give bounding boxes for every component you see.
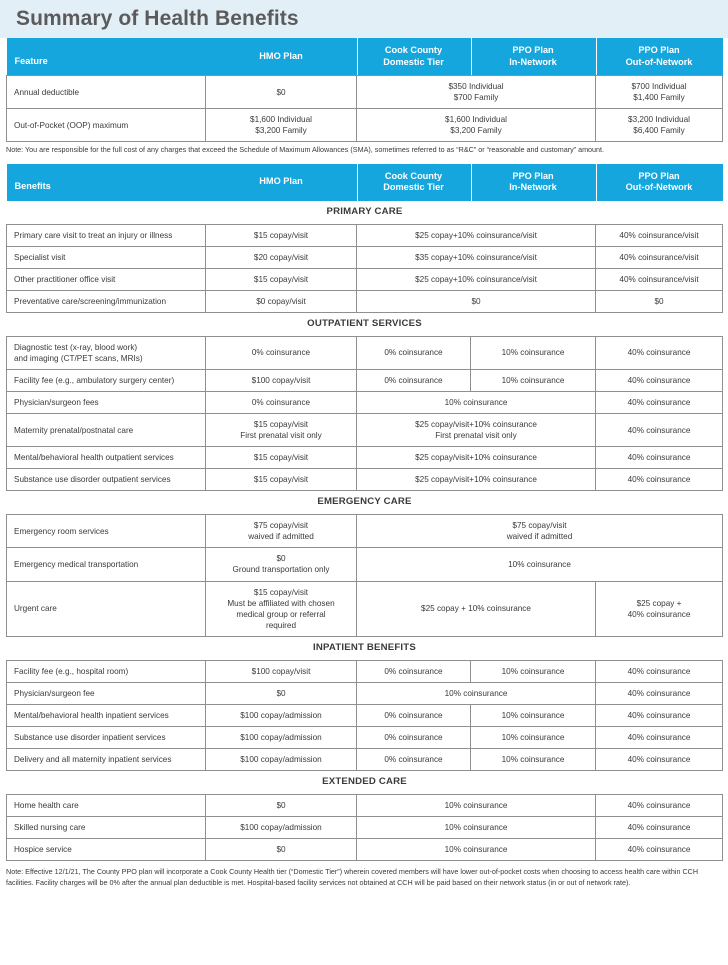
cell-cook-county-domestic-tier: 0% coinsurance xyxy=(357,369,471,391)
header-cook-county-domestic-tier xyxy=(357,164,471,201)
cell-cook-county-ppo-in-merged: 10% coinsurance xyxy=(357,839,596,861)
header-ppo-in-line2: In-Network xyxy=(509,182,557,193)
cell-cook-county-ppo-in-merged: $25 copay+10% coinsurance/visit xyxy=(357,268,596,290)
page-title: Summary of Health Benefits xyxy=(16,7,299,30)
cell-hmo-plan: $0 xyxy=(206,794,357,816)
cell-cook-county-ppo-in-merged: $1,600 Individual $3,200 Family xyxy=(357,109,596,142)
cell-cook-county-ppo-in-merged: $0 xyxy=(357,290,596,312)
header-cook-county-line1: Cook County xyxy=(384,45,443,55)
table-row xyxy=(7,748,723,770)
header-ppo-out-of-network xyxy=(596,38,723,76)
section-label-row xyxy=(7,491,723,515)
header-ppo-in-network xyxy=(471,38,596,76)
cell-hmo-plan: $100 copay/admission xyxy=(206,817,357,839)
cell-hmo-plan: $100 copay/admission xyxy=(206,704,357,726)
row-label-cell: Substance use disorder inpatient services xyxy=(7,726,206,748)
table-row xyxy=(7,726,723,748)
header-ppo-in-network xyxy=(471,164,596,201)
cell-cook-county-ppo-in-merged: $25 copay + 10% coinsurance xyxy=(357,581,596,636)
cell-ppo-out-of-network: 40% coinsurance xyxy=(596,704,723,726)
cell-ppo-out-of-network: 40% coinsurance/visit xyxy=(596,268,723,290)
cell-hmo-plan: $0 xyxy=(206,76,357,109)
cell-ppo-out-of-network: $700 Individual $1,400 Family xyxy=(596,76,723,109)
cell-ppo-out-of-network: $25 copay + 40% coinsurance xyxy=(596,581,723,636)
cell-hmo-plan: $15 copay/visit xyxy=(206,224,357,246)
section-label-emergency-care: EMERGENCY CARE xyxy=(317,496,412,508)
section-label-primary-care: PRIMARY CARE xyxy=(326,205,403,217)
header-ppo-out-line1: PPO Plan xyxy=(638,45,680,55)
cell-hmo-plan: 0% coinsurance xyxy=(206,392,357,414)
section-label-row xyxy=(7,771,723,795)
cell-ppo-out-of-network: 40% coinsurance xyxy=(596,447,723,469)
row-label-cell: Home health care xyxy=(7,794,206,816)
table-row xyxy=(7,794,723,816)
cell-ppo-out-of-network: 40% coinsurance xyxy=(596,414,723,447)
row-label-cell: Maternity prenatal/postnatal care xyxy=(7,414,206,447)
row-label-cell: Hospice service xyxy=(7,839,206,861)
cell-ppo-out-of-network: 40% coinsurance xyxy=(596,392,723,414)
row-label-cell: Skilled nursing care xyxy=(7,817,206,839)
feature-table-body xyxy=(7,76,723,142)
cell-ppo-out-of-network: 40% coinsurance xyxy=(596,726,723,748)
cell-cook-county-domestic-tier: 0% coinsurance xyxy=(357,748,471,770)
row-label-cell: Preventative care/screening/immunization xyxy=(7,290,206,312)
header-ppo-in-line1: PPO Plan xyxy=(512,45,554,55)
row-label-cell: Emergency medical transportation xyxy=(7,548,206,581)
cell-all-ppo-merged: $75 copay/visit waived if admitted xyxy=(357,515,723,548)
header-ppo-out-line2: Out-of-Network xyxy=(625,182,693,193)
cell-cook-county-ppo-in-merged: $25 copay+10% coinsurance/visit xyxy=(357,224,596,246)
benefits-table-note: Note: Effective 12/1/21, The County PPO plan will incorporate a Cook County Health tier (“Domestic Tier”) wherein covered members will have lower out-of-pocket costs when choosing to access health care within CCH facilities. Facility charges will be 0% after the annual plan deductible is met. Hospital-based facility services not obtained at CCH will be paid based on their network status (in or out of network rate). xyxy=(6,867,699,887)
table-row xyxy=(7,392,723,414)
table-row xyxy=(7,469,723,491)
cell-cook-county-ppo-in-merged: $25 copay/visit+10% coinsurance xyxy=(357,469,596,491)
cell-ppo-out-of-network: 40% coinsurance xyxy=(596,748,723,770)
cell-all-ppo-merged: 10% coinsurance xyxy=(357,548,723,581)
section-label-inpatient-benefits: INPATIENT BENEFITS xyxy=(313,641,416,653)
table-row xyxy=(7,336,723,369)
row-label-cell: Urgent care xyxy=(7,581,206,636)
benefits-table-header-row xyxy=(7,164,723,201)
table-row xyxy=(7,369,723,391)
cell-hmo-plan: 0% coinsurance xyxy=(206,336,357,369)
table-row xyxy=(7,109,723,142)
cell-ppo-out-of-network: 40% coinsurance xyxy=(596,682,723,704)
feature-table-header-row xyxy=(7,38,723,76)
cell-hmo-plan: $100 copay/visit xyxy=(206,660,357,682)
cell-hmo-plan: $15 copay/visit xyxy=(206,469,357,491)
header-benefits: Benefits xyxy=(7,164,206,201)
cell-cook-county-ppo-in-merged: 10% coinsurance xyxy=(357,817,596,839)
row-label-cell: Facility fee (e.g., ambulatory surgery center) xyxy=(7,369,206,391)
row-label-cell: Primary care visit to treat an injury or illness xyxy=(7,224,206,246)
row-label-cell: Physician/surgeon fee xyxy=(7,682,206,704)
cell-hmo-plan: $75 copay/visit waived if admitted xyxy=(206,515,357,548)
header-cook-county-line2: Domestic Tier xyxy=(383,182,444,193)
cell-hmo-plan: $0 copay/visit xyxy=(206,290,357,312)
benefits-table xyxy=(6,164,723,861)
header-ppo-out-line1: PPO Plan xyxy=(638,170,680,181)
section-label-row xyxy=(7,636,723,660)
cell-ppo-in-network: 10% coinsurance xyxy=(471,336,596,369)
cell-hmo-plan: $15 copay/visit xyxy=(206,447,357,469)
cell-hmo-plan: $0 Ground transportation only xyxy=(206,548,357,581)
table-row xyxy=(7,246,723,268)
row-label-cell: Annual deductible xyxy=(7,76,206,109)
table-row xyxy=(7,548,723,581)
cell-cook-county-ppo-in-merged: 10% coinsurance xyxy=(357,794,596,816)
cell-cook-county-domestic-tier: 0% coinsurance xyxy=(357,336,471,369)
table-gap-spacer xyxy=(0,156,728,164)
feature-table-head xyxy=(7,38,723,76)
cell-ppo-out-of-network: 40% coinsurance xyxy=(596,817,723,839)
table-row xyxy=(7,76,723,109)
header-feature: Feature xyxy=(7,38,206,76)
header-cook-county-line2: Domestic Tier xyxy=(383,56,444,67)
header-cook-county-line1: Cook County xyxy=(384,170,443,181)
cell-ppo-out-of-network: 40% coinsurance xyxy=(596,369,723,391)
feature-table-note: Note: You are responsible for the full cost of any charges that exceed the Schedule of Maximum Allowances (SMA), sometimes referred to as “R&C” or “reasonable and customary” amount. xyxy=(6,145,605,155)
cell-ppo-out-of-network: 40% coinsurance xyxy=(596,794,723,816)
cell-hmo-plan: $100 copay/admission xyxy=(206,726,357,748)
cell-hmo-plan: $0 xyxy=(206,682,357,704)
cell-ppo-out-of-network: 40% coinsurance xyxy=(596,469,723,491)
table-row xyxy=(7,447,723,469)
table-row xyxy=(7,224,723,246)
cell-hmo-plan: $1,600 Individual $3,200 Family xyxy=(206,109,357,142)
cell-cook-county-ppo-in-merged: $350 Individual $700 Family xyxy=(357,76,596,109)
header-hmo-plan: HMO Plan xyxy=(206,164,357,201)
cell-hmo-plan: $15 copay/visit Must be affiliated with chosen medical group or referral required xyxy=(206,581,357,636)
table-row xyxy=(7,414,723,447)
cell-cook-county-domestic-tier: 0% coinsurance xyxy=(357,726,471,748)
cell-hmo-plan: $20 copay/visit xyxy=(206,246,357,268)
cell-ppo-out-of-network: 40% coinsurance xyxy=(596,660,723,682)
row-label-cell: Facility fee (e.g., hospital room) xyxy=(7,660,206,682)
cell-ppo-out-of-network: 40% coinsurance xyxy=(596,336,723,369)
cell-ppo-in-network: 10% coinsurance xyxy=(471,660,596,682)
cell-ppo-out-of-network: 40% coinsurance xyxy=(596,839,723,861)
cell-ppo-in-network: 10% coinsurance xyxy=(471,369,596,391)
table-row xyxy=(7,817,723,839)
table-row xyxy=(7,660,723,682)
row-label-cell: Mental/behavioral health inpatient services xyxy=(7,704,206,726)
cell-ppo-in-network: 10% coinsurance xyxy=(471,748,596,770)
cell-ppo-in-network: 10% coinsurance xyxy=(471,726,596,748)
cell-ppo-out-of-network: $0 xyxy=(596,290,723,312)
cell-hmo-plan: $15 copay/visit xyxy=(206,268,357,290)
feature-table xyxy=(6,38,723,142)
header-ppo-out-of-network xyxy=(596,164,723,201)
table-row xyxy=(7,704,723,726)
cell-ppo-in-network: 10% coinsurance xyxy=(471,704,596,726)
cell-ppo-out-of-network: 40% coinsurance/visit xyxy=(596,224,723,246)
header-ppo-out-line2: Out-of-Network xyxy=(625,56,693,67)
row-label-cell: Substance use disorder outpatient services xyxy=(7,469,206,491)
feature-table-wrap xyxy=(0,38,728,142)
header-ppo-in-line2: In-Network xyxy=(509,56,557,67)
cell-cook-county-domestic-tier: 0% coinsurance xyxy=(357,660,471,682)
cell-cook-county-ppo-in-merged: $25 copay/visit+10% coinsurance First prenatal visit only xyxy=(357,414,596,447)
row-label-cell: Out-of-Pocket (OOP) maximum xyxy=(7,109,206,142)
section-label-outpatient-services: OUTPATIENT SERVICES xyxy=(307,317,422,329)
table-row xyxy=(7,839,723,861)
section-label-row xyxy=(7,201,723,224)
cell-cook-county-domestic-tier: 0% coinsurance xyxy=(357,704,471,726)
benefits-table-head xyxy=(7,164,723,201)
benefits-table-wrap xyxy=(0,164,728,861)
cell-cook-county-ppo-in-merged: 10% coinsurance xyxy=(357,392,596,414)
cell-cook-county-ppo-in-merged: $25 copay/visit+10% coinsurance xyxy=(357,447,596,469)
table-row xyxy=(7,268,723,290)
cell-cook-county-ppo-in-merged: 10% coinsurance xyxy=(357,682,596,704)
row-label-cell: Specialist visit xyxy=(7,246,206,268)
benefits-table-body xyxy=(7,201,723,861)
cell-hmo-plan: $100 copay/visit xyxy=(206,369,357,391)
section-label-extended-care: EXTENDED CARE xyxy=(322,776,407,787)
header-ppo-in-line1: PPO Plan xyxy=(512,170,554,181)
row-label-cell: Emergency room services xyxy=(7,515,206,548)
table-row xyxy=(7,682,723,704)
header-cook-county-domestic-tier xyxy=(357,38,471,76)
header-hmo-plan: HMO Plan xyxy=(206,38,357,76)
cell-cook-county-ppo-in-merged: $35 copay+10% coinsurance/visit xyxy=(357,246,596,268)
row-label-cell: Other practitioner office visit xyxy=(7,268,206,290)
cell-ppo-out-of-network: $3,200 Individual $6,400 Family xyxy=(596,109,723,142)
row-label-cell: Physician/surgeon fees xyxy=(7,392,206,414)
table-row xyxy=(7,515,723,548)
cell-hmo-plan: $0 xyxy=(206,839,357,861)
cell-ppo-out-of-network: 40% coinsurance/visit xyxy=(596,246,723,268)
row-label-cell: Mental/behavioral health outpatient services xyxy=(7,447,206,469)
document-title-bar xyxy=(0,0,728,38)
row-label-cell: Diagnostic test (x-ray, blood work) and imaging (CT/PET scans, MRIs) xyxy=(7,336,206,369)
cell-hmo-plan: $15 copay/visit First prenatal visit only xyxy=(206,414,357,447)
section-label-row xyxy=(7,312,723,336)
table-row xyxy=(7,290,723,312)
cell-hmo-plan: $100 copay/admission xyxy=(206,748,357,770)
row-label-cell: Delivery and all maternity inpatient services xyxy=(7,748,206,770)
table-row xyxy=(7,581,723,636)
